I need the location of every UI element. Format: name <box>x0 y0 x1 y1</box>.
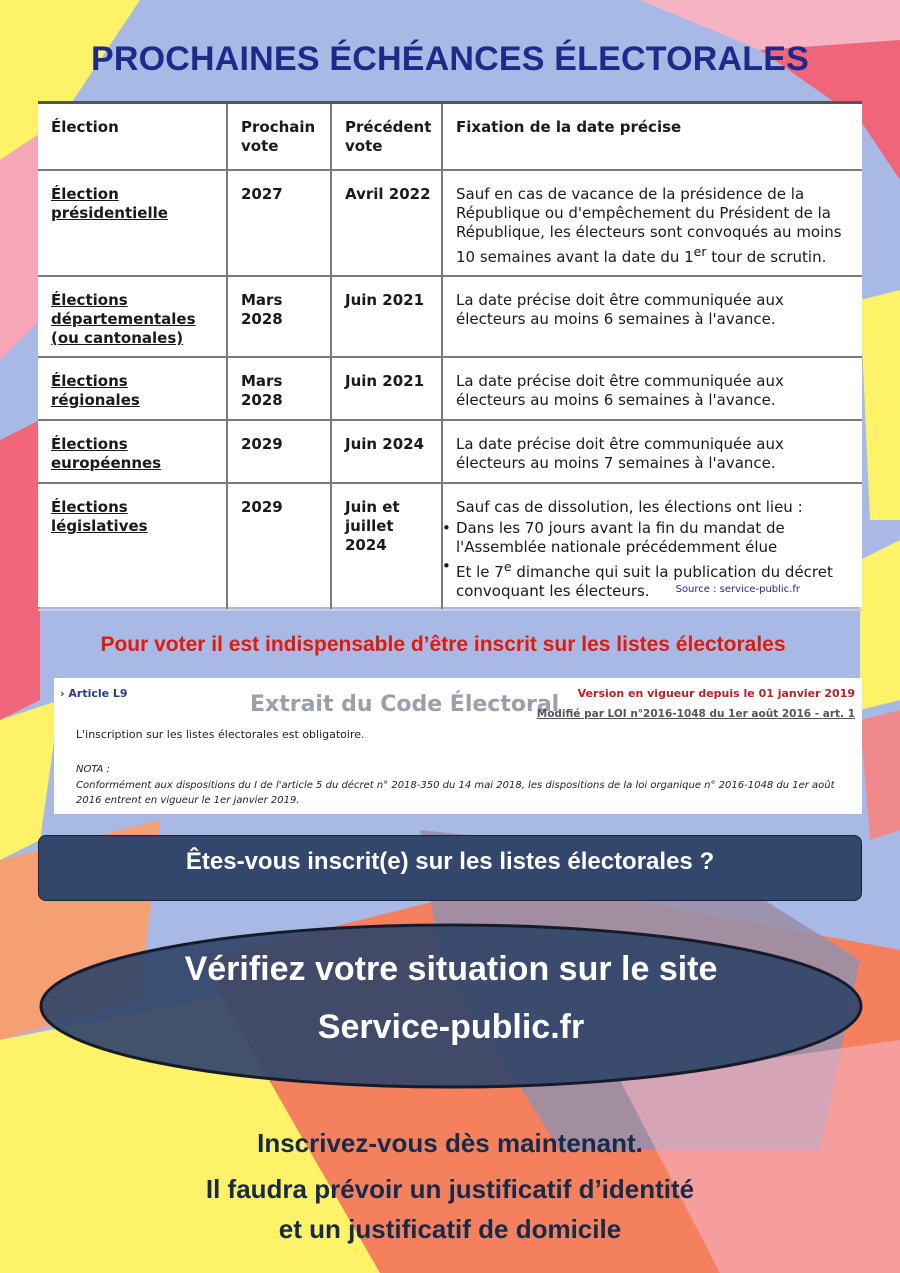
nota-label: NOTA : <box>76 764 110 775</box>
previous-vote: Juin et juillet 2024 <box>331 483 442 610</box>
election-name: Élections européennes <box>51 435 162 472</box>
list-item: • Et le 7e dimanche qui suit la publication du décret convoquant les électeurs. <box>456 557 854 601</box>
version-label: Version en vigueur depuis le 01 janvier 2019 <box>577 687 855 700</box>
next-vote: Mars 2028 <box>227 357 331 420</box>
next-vote: 2029 <box>227 483 331 610</box>
registration-warning: Pour voter il est indispensable d’être inscrit sur les listes électorales <box>100 633 786 656</box>
date-rule: Sauf cas de dissolution, les élections ont lieu : • Dans les 70 jours avant la fin du mandat de l'Assemblée nationale précédemment élue • Et le 7e dimanche qui suit la publication du décret convoquant les électeurs. <box>442 483 862 610</box>
code-extract <box>54 678 862 814</box>
next-vote: Mars 2028 <box>227 276 331 357</box>
header-next-vote: Prochain vote <box>227 104 331 170</box>
table-header-row <box>38 104 862 170</box>
extract-heading: Extrait du Code Électoral <box>250 692 560 717</box>
cta-line-3: et un justificatif de domicile <box>278 1214 622 1244</box>
service-public-link[interactable]: Service-public.fr <box>317 1008 585 1046</box>
page-title: PROCHAINES ÉCHÉANCES ÉLECTORALES <box>91 40 809 78</box>
table-row <box>38 357 862 420</box>
list-item: • Dans les 70 jours avant la fin du mandat de l'Assemblée nationale précédemment élue <box>456 519 854 557</box>
table-row <box>38 420 862 483</box>
modified-link[interactable]: Modifié par LOI n°2016-1048 du 1er août 2016 - art. 1 <box>536 708 855 720</box>
header-previous-vote: Précédent vote <box>331 104 442 170</box>
previous-vote: Avril 2022 <box>331 170 442 276</box>
previous-vote: Juin 2021 <box>331 357 442 420</box>
election-name: Élection présidentielle <box>51 185 168 222</box>
next-vote: 2027 <box>227 170 331 276</box>
table-row <box>38 276 862 357</box>
elections-table <box>38 101 862 607</box>
table-row <box>38 170 862 276</box>
date-rule: Sauf en cas de vacance de la présidence de la République ou d'empêchement du Président de la République, les électeurs sont convoqués au moins 10 semaines avant la date du 1er tour de scrutin. <box>442 170 862 276</box>
header-election: Élection <box>38 104 227 170</box>
previous-vote: Juin 2024 <box>331 420 442 483</box>
source-note: Source : service-public.fr <box>675 584 800 595</box>
election-name: Élections régionales <box>51 372 140 409</box>
date-rule: La date précise doit être communiquée aux électeurs au moins 7 semaines à l'avance. <box>442 420 862 483</box>
election-name: Élections départementales (ou cantonales) <box>51 291 196 347</box>
previous-vote: Juin 2021 <box>331 276 442 357</box>
election-name: Élections législatives <box>51 498 148 535</box>
nota-text: Conformément aux dispositions du I de l'article 5 du décret n° 2018-350 du 14 mai 2018, les dispositions de la loi organique n° 2016-1048 du 1er août 2016 entrent en vigueur le 1er janvier 2019. <box>76 780 835 806</box>
date-rule: La date précise doit être communiquée aux électeurs au moins 6 semaines à l'avance. <box>442 357 862 420</box>
cta-line-2: Il faudra prévoir un justificatif d’identité <box>205 1174 695 1204</box>
article-text: L'inscription sur les listes électorales est obligatoire. <box>76 728 365 741</box>
article-label: › Article L9 <box>60 687 128 700</box>
verify-line-1: Vérifiez votre situation sur le site <box>184 950 718 988</box>
header-date-fixing: Fixation de la date précise <box>442 104 862 170</box>
date-rule: La date précise doit être communiquée aux électeurs au moins 6 semaines à l'avance. <box>442 276 862 357</box>
registration-question: Êtes-vous inscrit(e) sur les listes électorales ? <box>38 835 862 901</box>
cta-line-1: Inscrivez-vous dès maintenant. <box>257 1128 643 1158</box>
next-vote: 2029 <box>227 420 331 483</box>
call-to-action <box>0 1120 900 1252</box>
verify-text <box>40 950 862 1047</box>
